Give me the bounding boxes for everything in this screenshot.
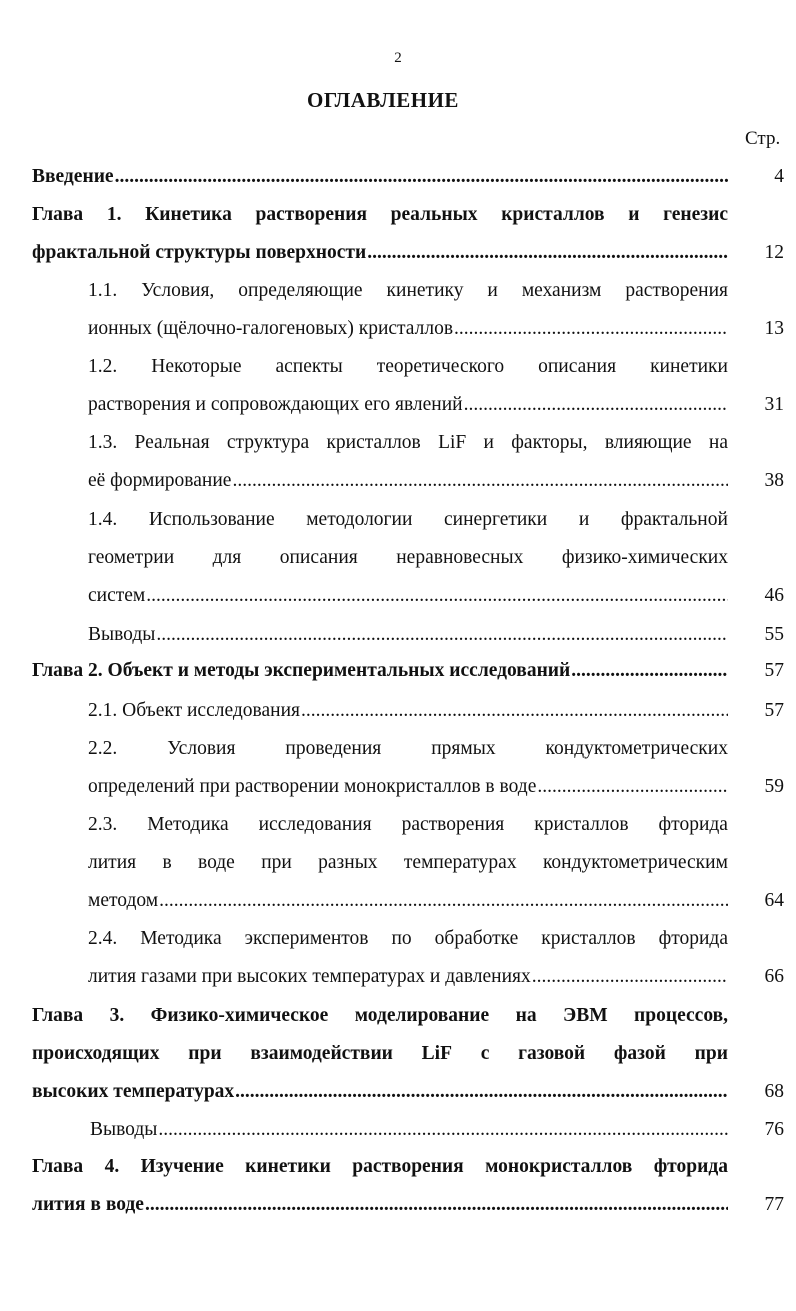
toc-entry-line	[32, 1039, 728, 1069]
toc-entry-line	[88, 696, 728, 726]
toc-word: экспериментов	[244, 928, 369, 949]
toc-word: и	[578, 509, 590, 530]
toc-word: фазой	[613, 1043, 666, 1064]
dot-leader	[367, 238, 728, 268]
toc-page-number: 46	[764, 585, 784, 606]
toc-page-number: 55	[764, 624, 784, 645]
toc-word: 2.3.	[88, 814, 118, 835]
toc-word: 1.2.	[88, 356, 118, 377]
toc-word: кондуктометрическим	[542, 852, 728, 873]
toc-word: в	[162, 852, 172, 873]
toc-word: аспекты	[275, 356, 343, 377]
toc-entry-line	[32, 1077, 728, 1107]
toc-word: 4.	[104, 1156, 120, 1177]
toc-entry-text: ионных (щёлочно-галогеновых) кристаллов	[88, 318, 454, 339]
dot-leader	[232, 466, 728, 496]
toc-word: фторида	[653, 1156, 728, 1177]
toc-word: 3.	[109, 1005, 125, 1026]
toc-page-number: 38	[764, 470, 784, 491]
toc-word: теоретического	[376, 356, 505, 377]
toc-entry-line	[88, 352, 728, 382]
toc-word: кондуктометрических	[545, 738, 728, 759]
toc-word: Кинетика	[145, 204, 232, 225]
toc-word: фторида	[658, 814, 728, 835]
toc-word: для	[212, 547, 242, 568]
toc-word: кристаллов	[541, 928, 636, 949]
toc-word: процессов,	[634, 1005, 728, 1026]
toc-word: кристаллов	[534, 814, 629, 835]
dot-leader	[301, 696, 728, 726]
page-title: ОГЛАВЛЕНИЕ	[307, 88, 459, 112]
toc-page-number: 77	[764, 1194, 784, 1215]
toc-word: на	[515, 1005, 537, 1026]
toc-word: Условия	[167, 738, 236, 759]
toc-entry-line	[88, 466, 728, 496]
toc-entry-line	[88, 772, 728, 802]
toc-entry-text: 2.1. Объект исследования	[88, 700, 300, 721]
toc-word: влияющие	[604, 432, 692, 453]
dot-leader	[145, 1190, 728, 1220]
toc-word: кристаллов	[501, 204, 605, 225]
toc-word: механизм	[521, 280, 602, 301]
toc-entry-line	[32, 200, 728, 230]
toc-word: кристаллов	[326, 432, 421, 453]
page-number: 2	[394, 50, 402, 66]
toc-entry-text: растворения и сопровождающих его явлений	[88, 394, 463, 415]
toc-word: физико-химических	[561, 547, 728, 568]
toc-word: моделирование	[354, 1005, 490, 1026]
toc-word: воде	[198, 852, 235, 873]
toc-word: растворения	[352, 1156, 464, 1177]
toc-entry-line	[88, 620, 728, 650]
toc-word: геометрии	[88, 547, 175, 568]
toc-page-number: 4	[774, 166, 784, 187]
dot-leader	[464, 390, 728, 420]
toc-entry-line	[32, 1190, 728, 1220]
toc-page-number: 31	[764, 394, 784, 415]
toc-word: 2.4.	[88, 928, 118, 949]
toc-word: обработке	[434, 928, 519, 949]
toc-entry-line	[88, 886, 728, 916]
toc-word: Физико-химическое	[150, 1005, 329, 1026]
toc-word: с	[480, 1043, 490, 1064]
toc-entry-line	[88, 428, 728, 458]
toc-word: реальных	[390, 204, 478, 225]
toc-word: Глава	[32, 204, 84, 225]
toc-entry-line	[88, 848, 728, 878]
toc-entry-line	[88, 581, 728, 611]
toc-word: фрактальной	[620, 509, 728, 530]
toc-entry-line	[32, 1001, 728, 1031]
toc-entry-text: Выводы	[88, 624, 156, 645]
toc-word: прямых	[431, 738, 496, 759]
toc-word: 2.2.	[88, 738, 118, 759]
dot-leader	[115, 162, 728, 192]
toc-entry-text: Глава 2. Объект и методы экспериментальных исследований	[32, 660, 571, 681]
toc-word: факторы,	[511, 432, 588, 453]
dot-leader	[146, 581, 728, 611]
toc-page-number: 57	[764, 700, 784, 721]
toc-word: Глава	[32, 1005, 84, 1026]
dot-leader	[454, 314, 728, 344]
toc-word: растворения	[255, 204, 368, 225]
toc-word: описания	[538, 356, 617, 377]
toc-word: при	[694, 1043, 728, 1064]
toc-entry-text: лития в воде	[32, 1194, 144, 1215]
toc-entry-line	[88, 962, 728, 992]
toc-entry-line	[88, 924, 728, 954]
toc-word: монокристаллов	[485, 1156, 633, 1177]
toc-word: ЭВМ	[563, 1005, 608, 1026]
toc-entry-line	[90, 1115, 728, 1145]
dot-leader	[156, 620, 728, 650]
toc-word: Методика	[147, 814, 229, 835]
toc-word: LiF	[421, 1043, 453, 1064]
dot-leader	[158, 1115, 728, 1145]
toc-page-number: 12	[764, 242, 784, 263]
toc-entry-line	[88, 390, 728, 420]
toc-word: и	[483, 432, 494, 453]
toc-entry-line	[32, 656, 728, 686]
toc-page-number: 76	[764, 1119, 784, 1140]
toc-word: Реальная	[134, 432, 210, 453]
page-column-label: Стр.	[745, 128, 781, 149]
toc-page-number: 59	[764, 776, 784, 797]
toc-word: 1.3.	[88, 432, 118, 453]
toc-word: определяющие	[238, 280, 363, 301]
toc-entry-line	[88, 734, 728, 764]
toc-entry-text: Введение	[32, 166, 114, 187]
toc-word: Методика	[140, 928, 222, 949]
toc-word: взаимодействии	[250, 1043, 393, 1064]
toc-entry-text: высоких температурах	[32, 1081, 235, 1102]
toc-entry-line	[32, 238, 728, 268]
dot-leader	[235, 1077, 728, 1107]
toc-word: методологии	[306, 509, 413, 530]
toc-word: на	[708, 432, 728, 453]
toc-word: описания	[279, 547, 358, 568]
dot-leader	[537, 772, 728, 802]
toc-entry-text: её формирование	[88, 470, 232, 491]
toc-word: кинетики	[650, 356, 728, 377]
toc-word: разных	[318, 852, 378, 873]
toc-entry-text: систем	[88, 585, 146, 606]
toc-entry-line	[32, 162, 728, 192]
toc-word: растворения	[401, 814, 505, 835]
toc-entry-text: определений при растворении монокристаллов в воде	[88, 776, 537, 797]
toc-word: по	[391, 928, 412, 949]
toc-entry-text: фрактальной структуры поверхности	[32, 242, 367, 263]
toc-word: LiF	[438, 432, 467, 453]
toc-word: фторида	[658, 928, 728, 949]
toc-word: температурах	[403, 852, 517, 873]
toc-word: 1.1.	[88, 280, 118, 301]
toc-page-number: 13	[764, 318, 784, 339]
toc-entry-text: лития газами при высоких температурах и давлениях	[88, 966, 531, 987]
toc-word: кинетику	[386, 280, 464, 301]
toc-word: при	[261, 852, 292, 873]
toc-word: лития	[88, 852, 137, 873]
toc-page-number: 66	[764, 966, 784, 987]
toc-entry-line	[88, 543, 728, 573]
toc-word: исследования	[258, 814, 372, 835]
toc-page-number: 64	[764, 890, 784, 911]
toc-word: Глава	[32, 1156, 84, 1177]
toc-word: 1.	[106, 204, 122, 225]
toc-entry-line	[88, 276, 728, 306]
toc-entry-line	[88, 505, 728, 535]
toc-word: неравновесных	[396, 547, 524, 568]
toc-word: Условия,	[141, 280, 215, 301]
toc-word: структура	[226, 432, 310, 453]
dot-leader	[571, 656, 728, 686]
toc-page-number: 68	[764, 1081, 784, 1102]
toc-word: 1.4.	[88, 509, 118, 530]
toc-word: Изучение	[140, 1156, 224, 1177]
toc-word: проведения	[285, 738, 382, 759]
toc-word: и	[628, 204, 640, 225]
toc-word: генезис	[663, 204, 728, 225]
toc-entry-text: Выводы	[90, 1119, 158, 1140]
toc-word: растворения	[625, 280, 728, 301]
toc-word: кинетики	[245, 1156, 331, 1177]
toc-word: синергетики	[444, 509, 548, 530]
toc-entry-line	[32, 1152, 728, 1182]
toc-entry-text: методом	[88, 890, 159, 911]
toc-word: Использование	[148, 509, 275, 530]
toc-entry-line	[88, 314, 728, 344]
toc-word: и	[487, 280, 498, 301]
toc-word: Некоторые	[151, 356, 242, 377]
toc-word: при	[188, 1043, 222, 1064]
toc-entry-line	[88, 810, 728, 840]
toc-page-number: 57	[764, 660, 784, 681]
toc-word: газовой	[518, 1043, 586, 1064]
dot-leader	[532, 962, 728, 992]
toc-word: происходящих	[32, 1043, 160, 1064]
dot-leader	[159, 886, 728, 916]
